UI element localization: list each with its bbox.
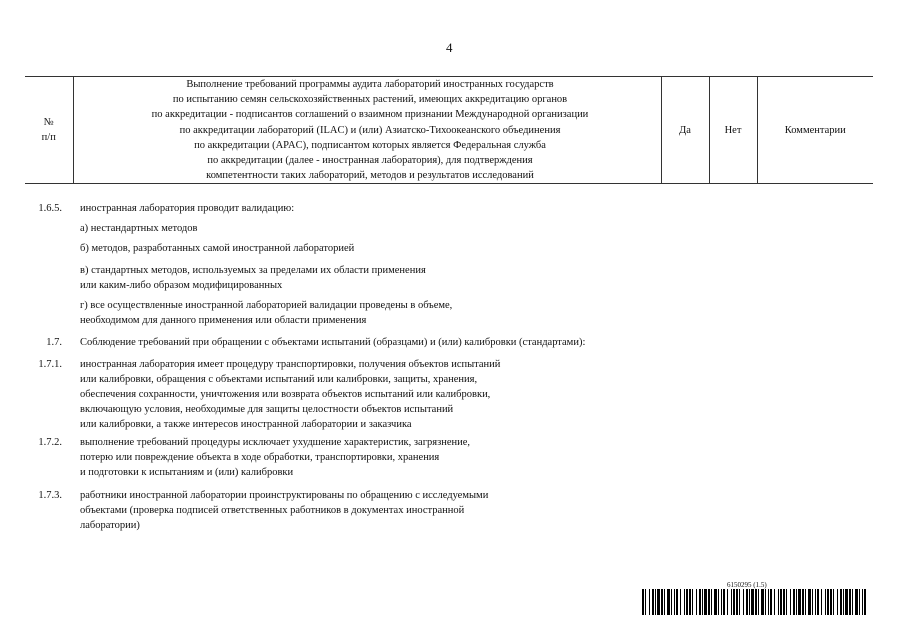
barcode-bar (723, 589, 725, 615)
barcode-bar (852, 589, 853, 615)
description-column-header (73, 77, 661, 184)
barcode-bar (783, 589, 785, 615)
barcode-bar (684, 589, 685, 615)
barcode-bar (649, 589, 650, 615)
item-text-line: г) все осуществленные иностранной лабораторией валидации проведены в объеме, (80, 300, 453, 311)
page-number: 4 (446, 40, 453, 55)
barcode-bar (793, 589, 795, 615)
barcode-bar (774, 589, 775, 615)
barcode-bar (798, 589, 801, 615)
barcode-bar (689, 589, 691, 615)
barcode-bar (815, 589, 816, 615)
barcode-bar (655, 589, 656, 615)
barcode-bar (708, 589, 710, 615)
item-number: 1.7.1. (38, 359, 62, 370)
item-text-line: выполнение требований процедуры исключает ухудшение характеристик, загрязнение, (80, 437, 471, 448)
barcode-bar (718, 589, 719, 615)
description-line: компетентности таких лабораторий, методов и результатов исследований (206, 170, 534, 182)
barcode-bar (721, 589, 722, 615)
item-text-line: или калибровки, а также интересов иностранной лаборатории и заказчика (80, 419, 412, 430)
barcode-bar (830, 589, 832, 615)
barcode-bar (733, 589, 735, 615)
barcode-bar (821, 589, 822, 615)
barcode-id: 6150295 (1.5) (727, 581, 767, 589)
item-number: 1.7.3. (38, 490, 62, 501)
barcode-bar (817, 589, 819, 615)
barcode-bar (843, 589, 844, 615)
barcode-bar (758, 589, 759, 615)
barcode-bar (864, 589, 866, 615)
barcode-bar (664, 589, 665, 615)
barcode-bar (768, 589, 769, 615)
barcode-bar (845, 589, 848, 615)
barcode-bar (761, 589, 764, 615)
description-line: по аккредитации (APAC), подписантом которых является Федеральная служба (194, 139, 546, 151)
item-text (80, 435, 470, 480)
item-text (80, 263, 426, 293)
barcode-bar (739, 589, 740, 615)
barcode-bar (827, 589, 829, 615)
barcode-bar (652, 589, 654, 615)
item-text-line: включающую условия, необходимые для защиты целостности объектов испытаний (80, 404, 454, 415)
barcode-bar (790, 589, 791, 615)
barcode-bar (802, 589, 804, 615)
description-line: по аккредитации (далее - иностранная лаборатория), для подтверждения (207, 155, 533, 167)
item-text-line: лаборатории) (80, 520, 140, 531)
barcode-bar (770, 589, 772, 615)
barcode-bar (855, 589, 858, 615)
barcode-bar (751, 589, 754, 615)
barcode-bar (736, 589, 738, 615)
barcode-bar (749, 589, 750, 615)
barcode-bar (702, 589, 703, 615)
barcode-bar (676, 589, 678, 615)
item-text-line: работники иностранной лаборатории проинструктированы по обращению с исследуемыми (80, 490, 489, 501)
item-number: 1.6.5. (38, 203, 62, 214)
item-number: 1.7. (46, 337, 62, 348)
barcode-bar (833, 589, 834, 615)
item-text (80, 298, 452, 328)
barcode-bar (657, 589, 660, 615)
barcode-bar (645, 589, 646, 615)
barcode-bar (825, 589, 826, 615)
item-text-line: обеспечения сохранности, уничтожения или возврата объектов испытаний или калибровки, (80, 389, 491, 400)
item-text-line: а) нестандартных методов (80, 223, 198, 234)
description-line: по испытанию семян сельскохозяйственных растений, имеющих аккредитацию органов (172, 94, 568, 106)
barcode-bar (805, 589, 806, 615)
barcode-bar (778, 589, 779, 615)
barcode-bar (692, 589, 693, 615)
barcode-bar (727, 589, 728, 615)
comments-column-header: Комментарии (757, 77, 873, 184)
barcode-bar (661, 589, 663, 615)
barcode-bar (765, 589, 766, 615)
barcode-bar (743, 589, 744, 615)
barcode-bar (642, 589, 644, 615)
item-number: 1.7.2. (38, 437, 62, 448)
item-text-line: иностранная лаборатория проводит валидацию: (80, 203, 295, 214)
barcode-bar (746, 589, 748, 615)
barcode-bar (837, 589, 838, 615)
item-text (80, 201, 294, 216)
item-text-line: Соблюдение требований при обращении с объектами испытаний (образцами) и (или) калибровки (стандартами): (80, 337, 586, 348)
barcode-bar (671, 589, 672, 615)
item-abbrev: п/п (41, 132, 56, 144)
yes-column-header: Да (661, 77, 709, 184)
barcode-bar (755, 589, 757, 615)
item-text-line: б) методов, разработанных самой иностранной лабораторией (80, 243, 355, 254)
barcode-bar (696, 589, 697, 615)
item-text-line: иностранная лаборатория имеет процедуру транспортировки, получения объектов испытаний (80, 359, 501, 370)
item-text-line: объектами (проверка подписей ответственных работников в документах иностранной (80, 505, 465, 516)
barcode-bar (731, 589, 732, 615)
barcode-bar (686, 589, 688, 615)
item-text-line: в) стандартных методов, используемых за пределами их области применения (80, 265, 426, 276)
item-text (80, 335, 585, 350)
item-text (80, 241, 354, 256)
item-text-line: или каким-либо образом модифицированных (80, 280, 283, 291)
barcode-bar (812, 589, 813, 615)
barcode-bar (859, 589, 860, 615)
barcode-bar (699, 589, 701, 615)
item-text-line: потерю или повреждение объекта в ходе обработки, транспортировки, хранения (80, 452, 440, 463)
description-line: по аккредитации лабораторий (ILAC) и (или) Азиатско-Тихоокеанского объединения (179, 124, 561, 136)
description-line: Выполнение требований программы аудита лабораторий иностранных государств (186, 79, 554, 90)
item-text (80, 221, 197, 236)
barcode-bar (704, 589, 707, 615)
barcode-bar (808, 589, 811, 615)
barcode-bar (674, 589, 675, 615)
item-text (80, 357, 500, 432)
barcode-bar (711, 589, 712, 615)
barcode-bar (849, 589, 851, 615)
no-column-header: Нет (709, 77, 757, 184)
barcode-bar (786, 589, 787, 615)
barcode-image (642, 589, 868, 615)
barcode-bar (862, 589, 863, 615)
description-line: по аккредитации - подписантов соглашений о взаимном признании Международной организации (151, 109, 589, 121)
number-column-header (25, 77, 73, 184)
number-sign: № (43, 117, 54, 128)
item-text (80, 488, 488, 533)
barcode-bar (667, 589, 670, 615)
header-table (25, 76, 873, 184)
barcode-bar (796, 589, 797, 615)
barcode-bar (680, 589, 681, 615)
item-text-line: или калибровки, обращения с объектами испытаний или калибровки, защиты, хранения, (80, 374, 478, 385)
barcode-bar (840, 589, 842, 615)
barcode-bar (780, 589, 782, 615)
item-text-line: необходимом для данного применения или области применения (80, 315, 367, 326)
item-text-line: и подготовки к испытаниям и (или) калибровки (80, 467, 294, 478)
barcode-bar (714, 589, 717, 615)
